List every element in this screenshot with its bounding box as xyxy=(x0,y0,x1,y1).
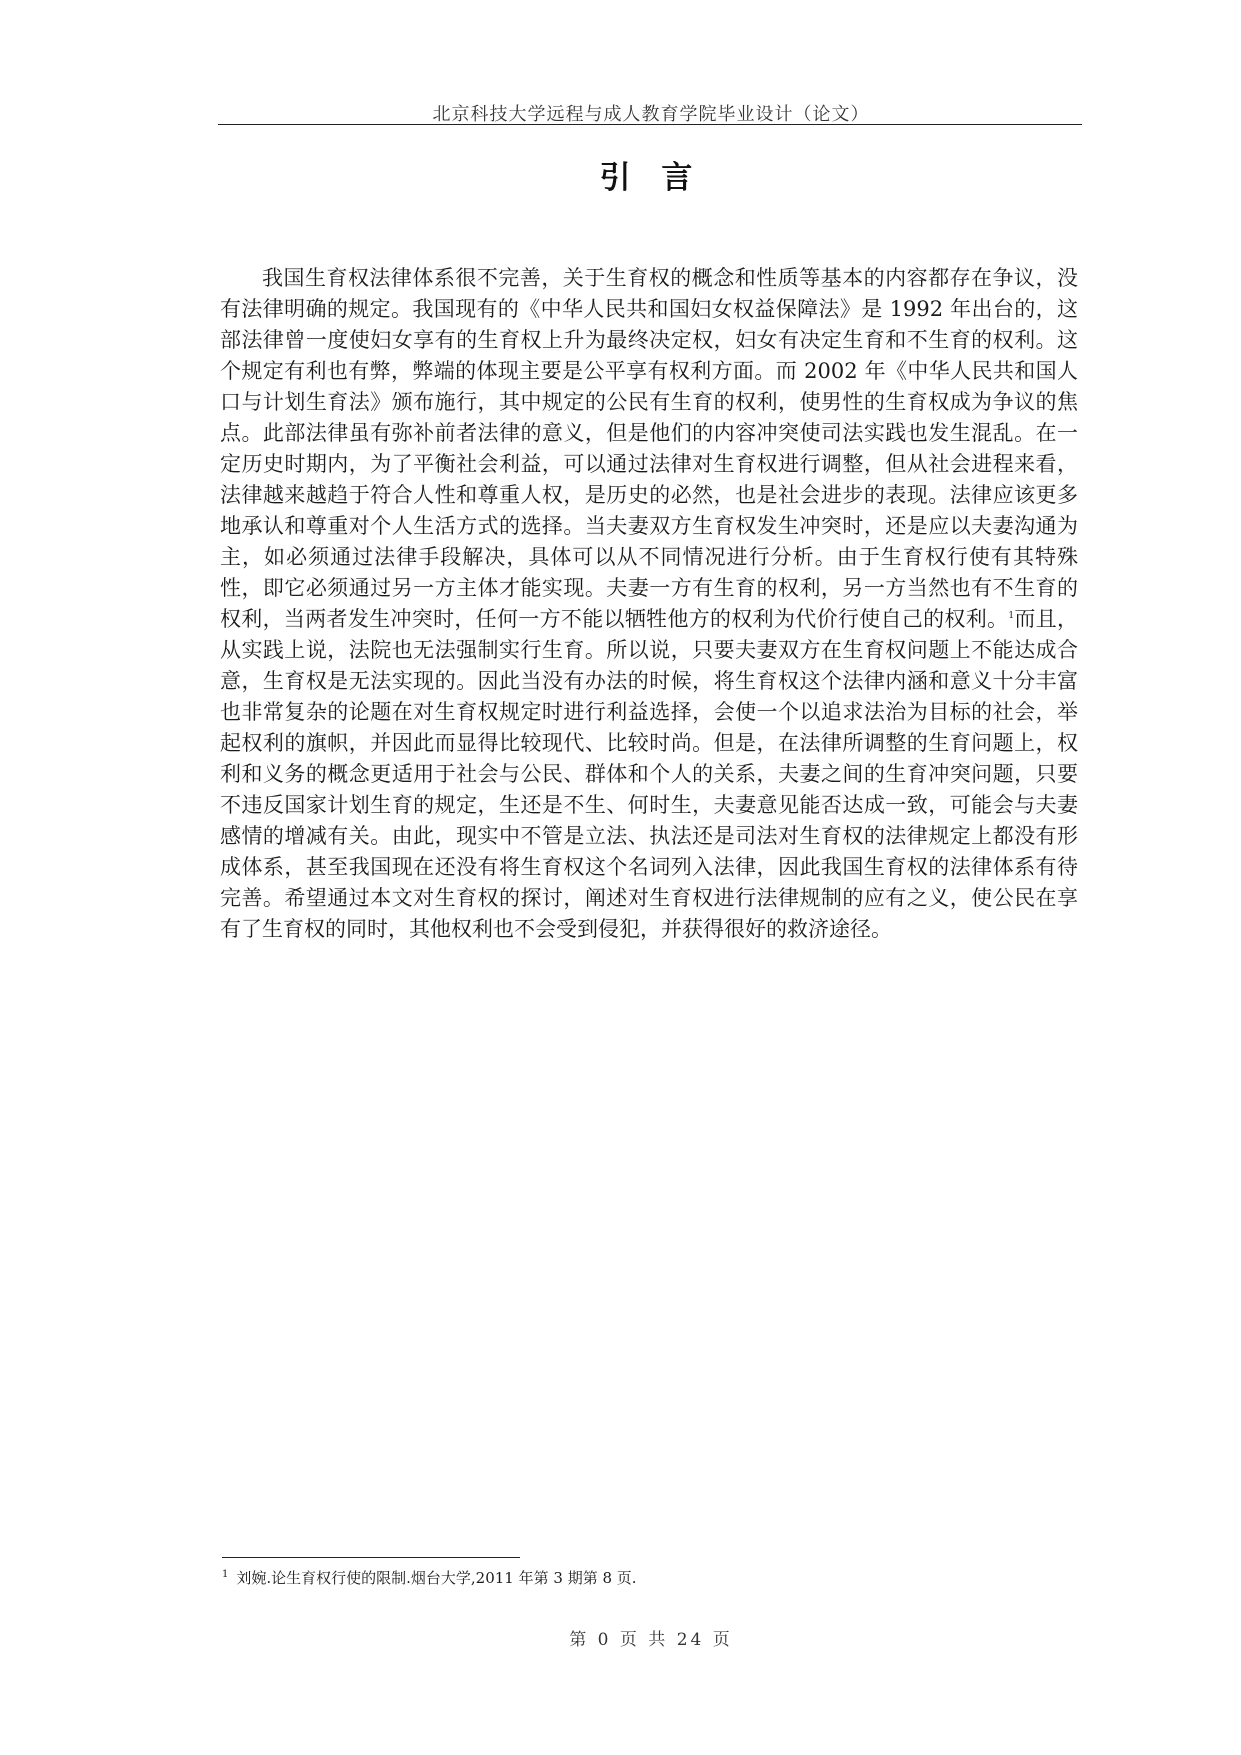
footnote-rule xyxy=(222,1557,520,1558)
body-text-part-1: 我国生育权法律体系很不完善，关于生育权的概念和性质等基本的内容都存在争议，没有法律明确的规定。我国现有的《中华人民共和国妇女权益保障法》是 1992 年出台的，这部法律曾一度使妇女享有的生育权上升为最终决定权，妇女有决定生育和不生育的权利。这个规定有利也有弊，弊端的体现主要是公平享有权利方面。而 2002 年《中华人民共和国人口与计划生育法》颁布施行，其中规定的公民有生育的权利，使男性的生育权成为争议的焦点。此部法律虽有弥补前者法律的意义，但是他们的内容冲突使司法实践也发生混乱。在一定历史时期内，为了平衡社会利益，可以通过法律对生育权进行调整，但从社会进程来看，法律越来越趋于符合人性和尊重人权，是历史的必然，也是社会进步的表现。法律应该更多地承认和尊重对个人生活方式的选择。当夫妻双方生育权发生冲突时，还是应以夫妻沟通为主，如必须通过法律手段解决，具体可以从不同情况进行分析。由于生育权行使有其特殊性，即它必须通过另一方主体才能实现。夫妻一方有生育的权利，另一方当然也有不生育的权利，当两者发生冲突时，任何一方不能以牺牲他方的权利为代价行使自己的权利。 xyxy=(220,266,1078,631)
section-title: 引 言 xyxy=(599,160,703,196)
running-header: 北京科技大学远程与成人教育学院毕业设计（论文） xyxy=(432,104,870,125)
body-text-part-2: 而且，从实践上说，法院也无法强制实行生育。所以说，只要夫妻双方在生育权问题上不能达成合意，生育权是无法实现的。因此当没有办法的时候，将生育权这个法律内涵和意义十分丰富也非常复杂的论题在对生育权规定时进行利益选择，会使一个以追求法治为目标的社会，举起权利的旗帜，并因此而显得比较现代、比较时尚。但是，在法律所调整的生育问题上，权利和义务的概念更适用于社会与公民、群体和个人的关系，夫妻之间的生育冲突问题，只要不违反国家计划生育的规定，生还是不生、何时生，夫妻意见能否达成一致，可能会与夫妻感情的增减有关。由此，现实中不管是立法、执法还是司法对生育权的法律规定上都没有形成体系，甚至我国现在还没有将生育权这个名词列入法律，因此我国生育权的法律体系有待完善。希望通过本文对生育权的探讨，阐述对生育权进行法律规制的应有之义，使公民在享有了生育权的同时，其他权利也不会受到侵犯，并获得很好的救济途径。 xyxy=(220,607,1078,941)
footnote-reference[interactable]: 1 xyxy=(1008,611,1015,621)
body-paragraph xyxy=(220,263,1078,945)
page-number: 第 0 页 共 24 页 xyxy=(569,1630,733,1650)
header-rule xyxy=(218,124,1082,125)
footnote-text: 刘婉.论生育权行使的限制.烟台大学,2011 年第 3 期第 8 页. xyxy=(236,1569,637,1587)
footnote-mark: 1 xyxy=(222,1569,229,1580)
footnote xyxy=(222,1568,1082,1588)
